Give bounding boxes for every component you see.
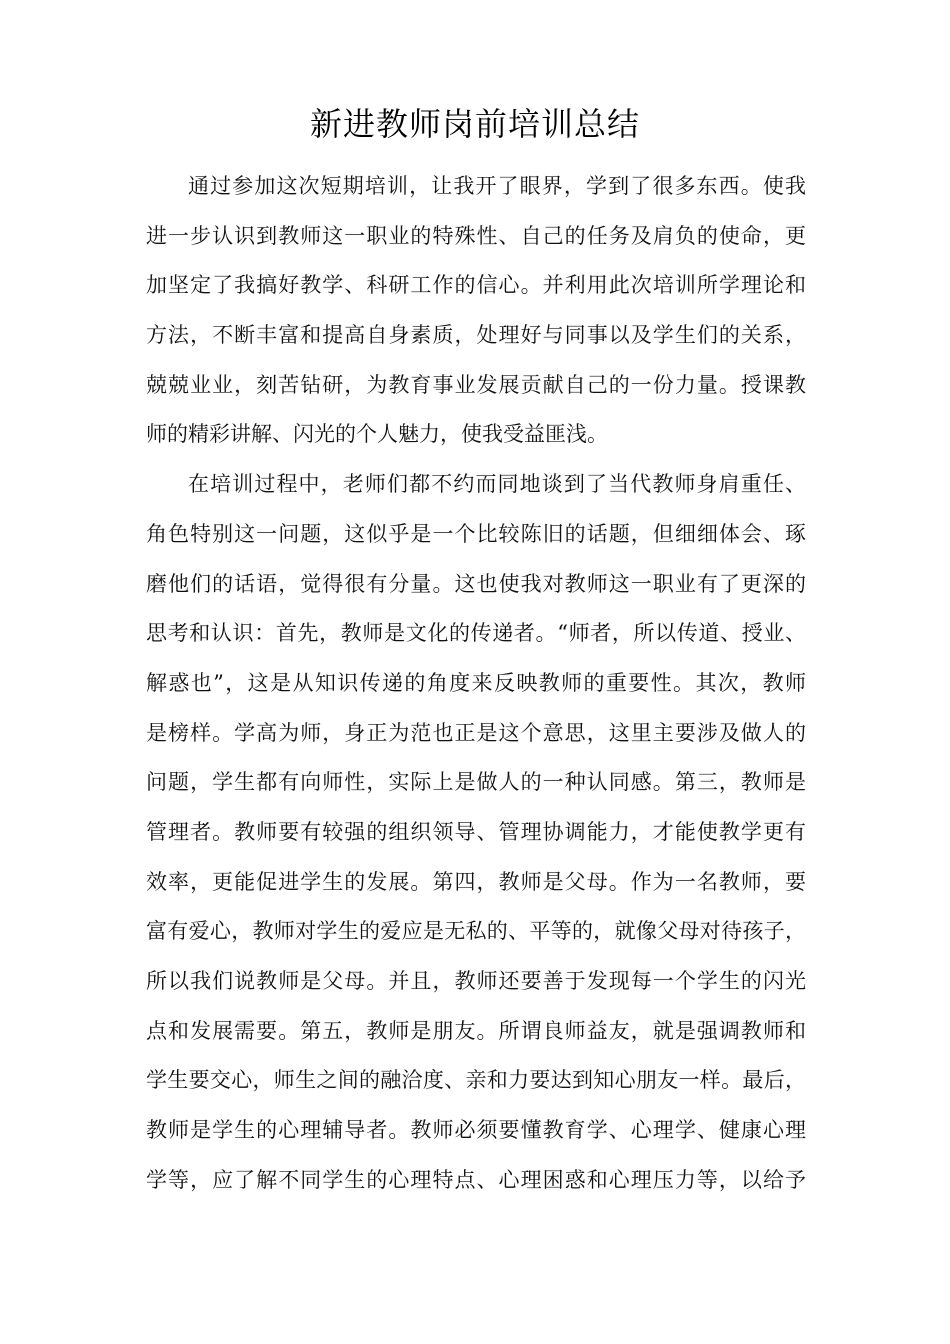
text-line: 方法，不断丰富和提高自身素质，处理好与同事以及学生们的关系， [146,323,806,348]
text-line: 解惑也”，这是从知识传递的角度来反映教师的重要性。其次，教师 [146,670,806,695]
text-line: 思考和认识：首先，教师是文化的传递者。“师者，所以传道、授业、 [146,621,806,646]
text-line: 是榜样。学高为师，身正为范也正是这个意思，这里主要涉及做人的 [146,720,806,745]
text-line: 通过参加这次短期培训，让我开了眼界，学到了很多东西。使我 [188,174,806,198]
document-body [146,162,806,1205]
text-line: 问题，学生都有向师性，实际上是做人的一种认同感。第三，教师是 [146,770,806,795]
text-line: 教师是学生的心理辅导者。教师必须要懂教育学、心理学、健康心理 [146,1118,806,1143]
document-title: 新进教师岗前培训总结 [309,105,640,143]
text-line: 加坚定了我搞好教学、科研工作的信心。并利用此次培训所学理论和 [146,273,806,298]
text-line: 富有爱心，教师对学生的爱应是无私的、平等的，就像父母对待孩子， [146,919,806,944]
text-line: 在培训过程中，老师们都不约而同地谈到了当代教师身肩重任、 [188,472,806,497]
text-line: 兢兢业业，刻苦钻研，为教育事业发展贡献自己的一份力量。授课教 [146,372,806,397]
text-line: 学生要交心，师生之间的融洽度、亲和力要达到知心朋友一样。最后， [146,1068,806,1093]
text-line: 磨他们的话语，觉得很有分量。这也使我对教师这一职业有了更深的 [146,571,806,596]
text-line: 师的精彩讲解、闪光的个人魅力，使我受益匪浅。 [146,422,608,447]
text-line: 角色特别这一问题，这似乎是一个比较陈旧的话题，但细细体会、琢 [146,521,806,546]
text-line: 效率，更能促进学生的发展。第四，教师是父母。作为一名教师，要 [146,869,806,894]
text-line: 进一步认识到教师这一职业的特殊性、自己的任务及肩负的使命，更 [146,223,806,248]
text-line: 点和发展需要。第五，教师是朋友。所谓良师益友，就是强调教师和 [146,1018,806,1043]
text-line: 学等，应了解不同学生的心理特点、心理困惑和心理压力等，以给予 [146,1167,806,1192]
paragraph-2 [146,460,806,1205]
paragraph-1 [146,162,806,460]
text-line: 管理者。教师要有较强的组织领导、管理协调能力，才能使教学更有 [146,819,806,844]
text-line: 所以我们说教师是父母。并且，教师还要善于发现每一个学生的闪光 [146,969,806,993]
